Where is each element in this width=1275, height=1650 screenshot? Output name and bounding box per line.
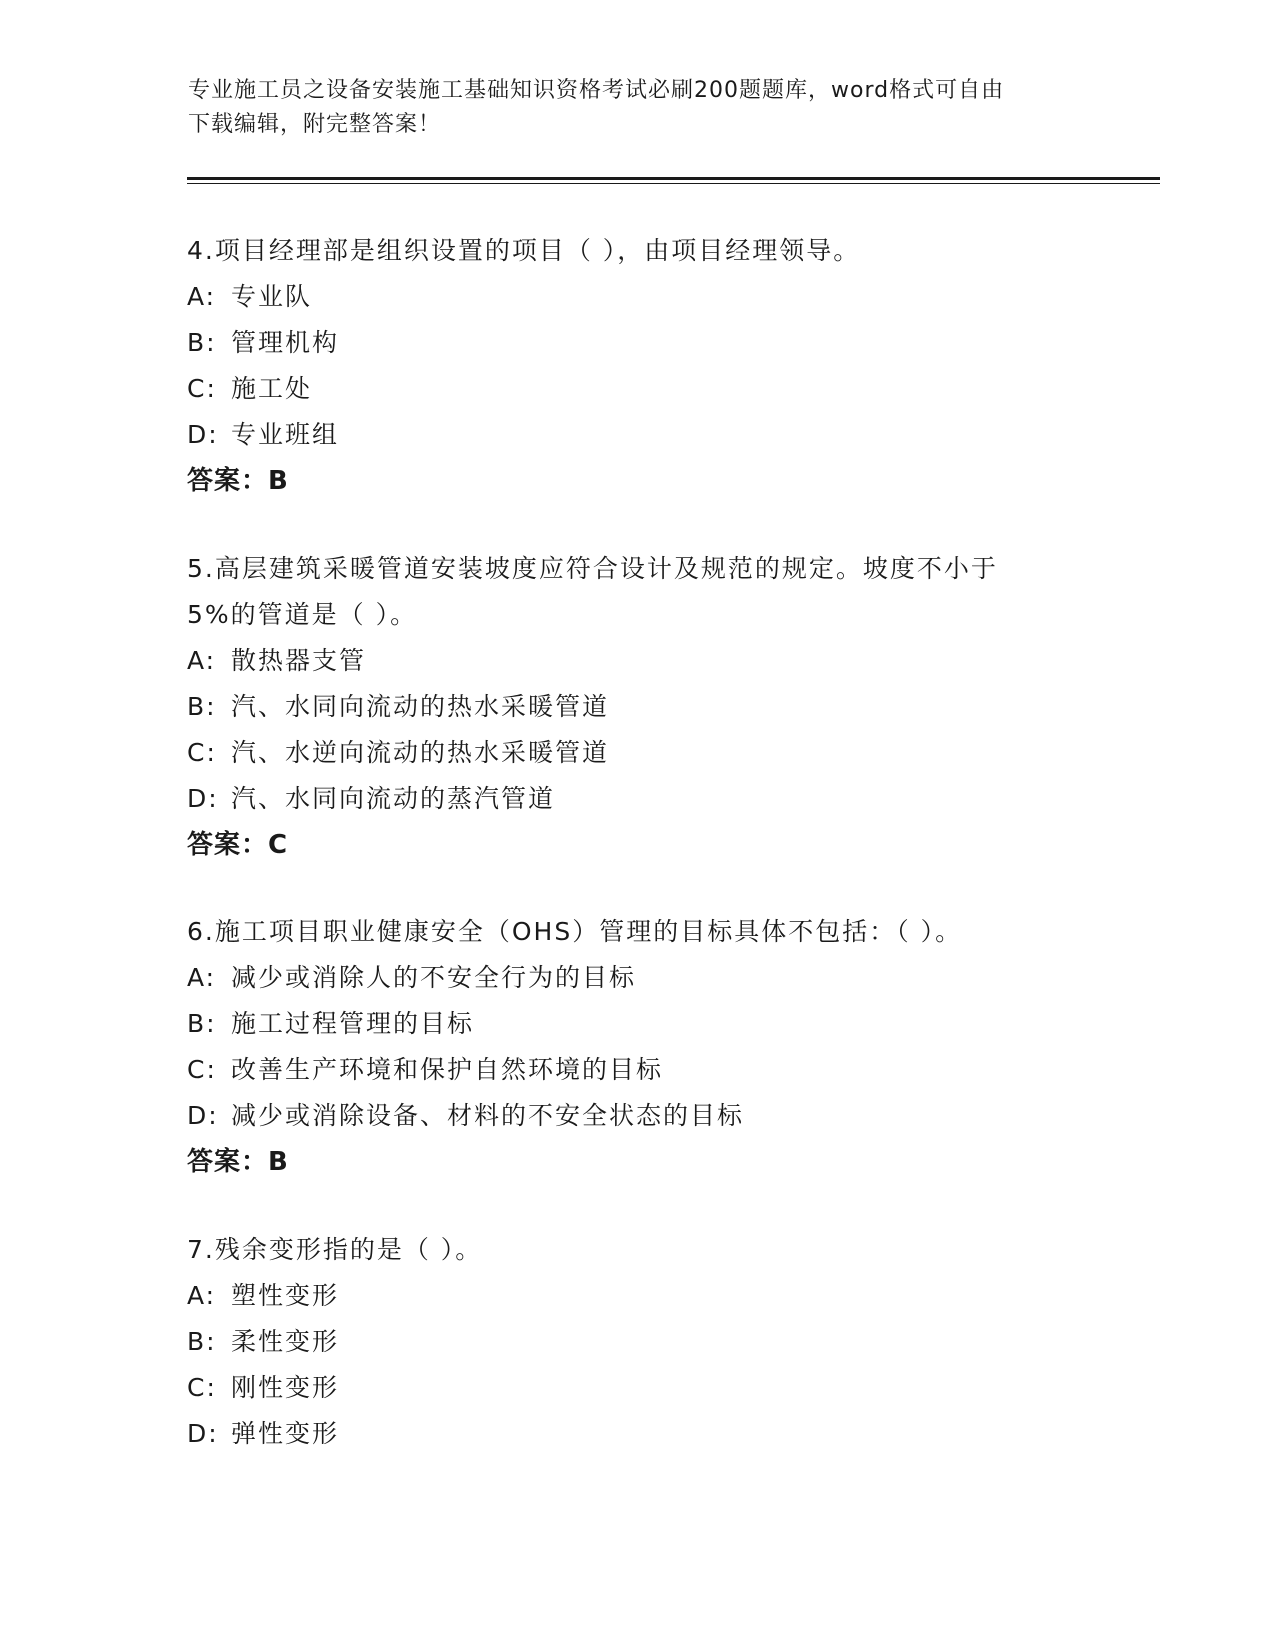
option-key: C: bbox=[187, 1373, 217, 1402]
option-text: 散热器支管 bbox=[231, 646, 367, 675]
option-a bbox=[187, 955, 1087, 1001]
option-b bbox=[187, 1319, 1087, 1365]
option-d bbox=[187, 412, 1087, 458]
option-text: 汽、水同向流动的蒸汽管道 bbox=[231, 784, 556, 813]
option-a bbox=[187, 274, 1087, 320]
question-stem: 6.施工项目职业健康安全（OHS）管理的目标具体不包括：（ ）。 bbox=[187, 917, 963, 946]
question-stem-line-1: 5.高层建筑采暖管道安装坡度应符合设计及规范的规定。坡度不小于 bbox=[187, 554, 998, 583]
option-key: A: bbox=[187, 963, 217, 992]
option-c bbox=[187, 1365, 1087, 1411]
answer-label: 答案：B bbox=[187, 466, 289, 496]
question-stem-line-2: 5%的管道是（ ）。 bbox=[187, 600, 418, 629]
option-a bbox=[187, 638, 1087, 684]
question-stem: 4.项目经理部是组织设置的项目（ ），由项目经理领导。 bbox=[187, 236, 861, 265]
question-block bbox=[187, 228, 1087, 504]
option-text: 汽、水同向流动的热水采暖管道 bbox=[231, 692, 610, 721]
option-text: 弹性变形 bbox=[231, 1419, 340, 1448]
option-key: D: bbox=[187, 1419, 219, 1448]
option-d bbox=[187, 776, 1087, 822]
option-text: 刚性变形 bbox=[231, 1373, 340, 1402]
option-key: D: bbox=[187, 784, 219, 813]
question-block bbox=[187, 546, 1087, 868]
option-text: 改善生产环境和保护自然环境的目标 bbox=[231, 1055, 664, 1084]
option-key: B: bbox=[187, 1327, 217, 1356]
option-text: 柔性变形 bbox=[231, 1327, 340, 1356]
option-key: A: bbox=[187, 646, 217, 675]
option-text: 专业队 bbox=[231, 282, 313, 311]
option-text: 专业班组 bbox=[231, 420, 340, 449]
question-block bbox=[187, 909, 1087, 1185]
option-b bbox=[187, 684, 1087, 730]
option-c bbox=[187, 1047, 1087, 1093]
option-key: A: bbox=[187, 282, 217, 311]
header-line-2: 下载编辑，附完整答案！ bbox=[188, 112, 442, 137]
option-c bbox=[187, 366, 1087, 412]
option-text: 管理机构 bbox=[231, 328, 340, 357]
option-b bbox=[187, 1001, 1087, 1047]
option-key: B: bbox=[187, 1009, 217, 1038]
document-header bbox=[188, 74, 1068, 142]
option-key: D: bbox=[187, 1101, 219, 1130]
header-divider-thin bbox=[187, 183, 1160, 184]
option-d bbox=[187, 1411, 1087, 1457]
option-key: C: bbox=[187, 738, 217, 767]
option-text: 施工过程管理的目标 bbox=[231, 1009, 475, 1038]
answer-label: 答案：C bbox=[187, 830, 289, 860]
option-key: C: bbox=[187, 374, 217, 403]
header-divider-thick bbox=[187, 177, 1160, 180]
option-text: 减少或消除人的不安全行为的目标 bbox=[231, 963, 637, 992]
option-text: 塑性变形 bbox=[231, 1281, 340, 1310]
option-text: 减少或消除设备、材料的不安全状态的目标 bbox=[231, 1101, 745, 1130]
question-stem: 7.残余变形指的是（ ）。 bbox=[187, 1235, 483, 1264]
option-a bbox=[187, 1273, 1087, 1319]
option-key: D: bbox=[187, 420, 219, 449]
option-c bbox=[187, 730, 1087, 776]
option-text: 施工处 bbox=[231, 374, 313, 403]
option-key: A: bbox=[187, 1281, 217, 1310]
answer-label: 答案：B bbox=[187, 1147, 289, 1177]
option-d bbox=[187, 1093, 1087, 1139]
option-key: B: bbox=[187, 328, 217, 357]
question-block bbox=[187, 1227, 1087, 1457]
option-key: B: bbox=[187, 692, 217, 721]
header-line-1: 专业施工员之设备安装施工基础知识资格考试必刷200题题库，word格式可自由 bbox=[188, 78, 1005, 103]
option-key: C: bbox=[187, 1055, 217, 1084]
option-b bbox=[187, 320, 1087, 366]
option-text: 汽、水逆向流动的热水采暖管道 bbox=[231, 738, 610, 767]
